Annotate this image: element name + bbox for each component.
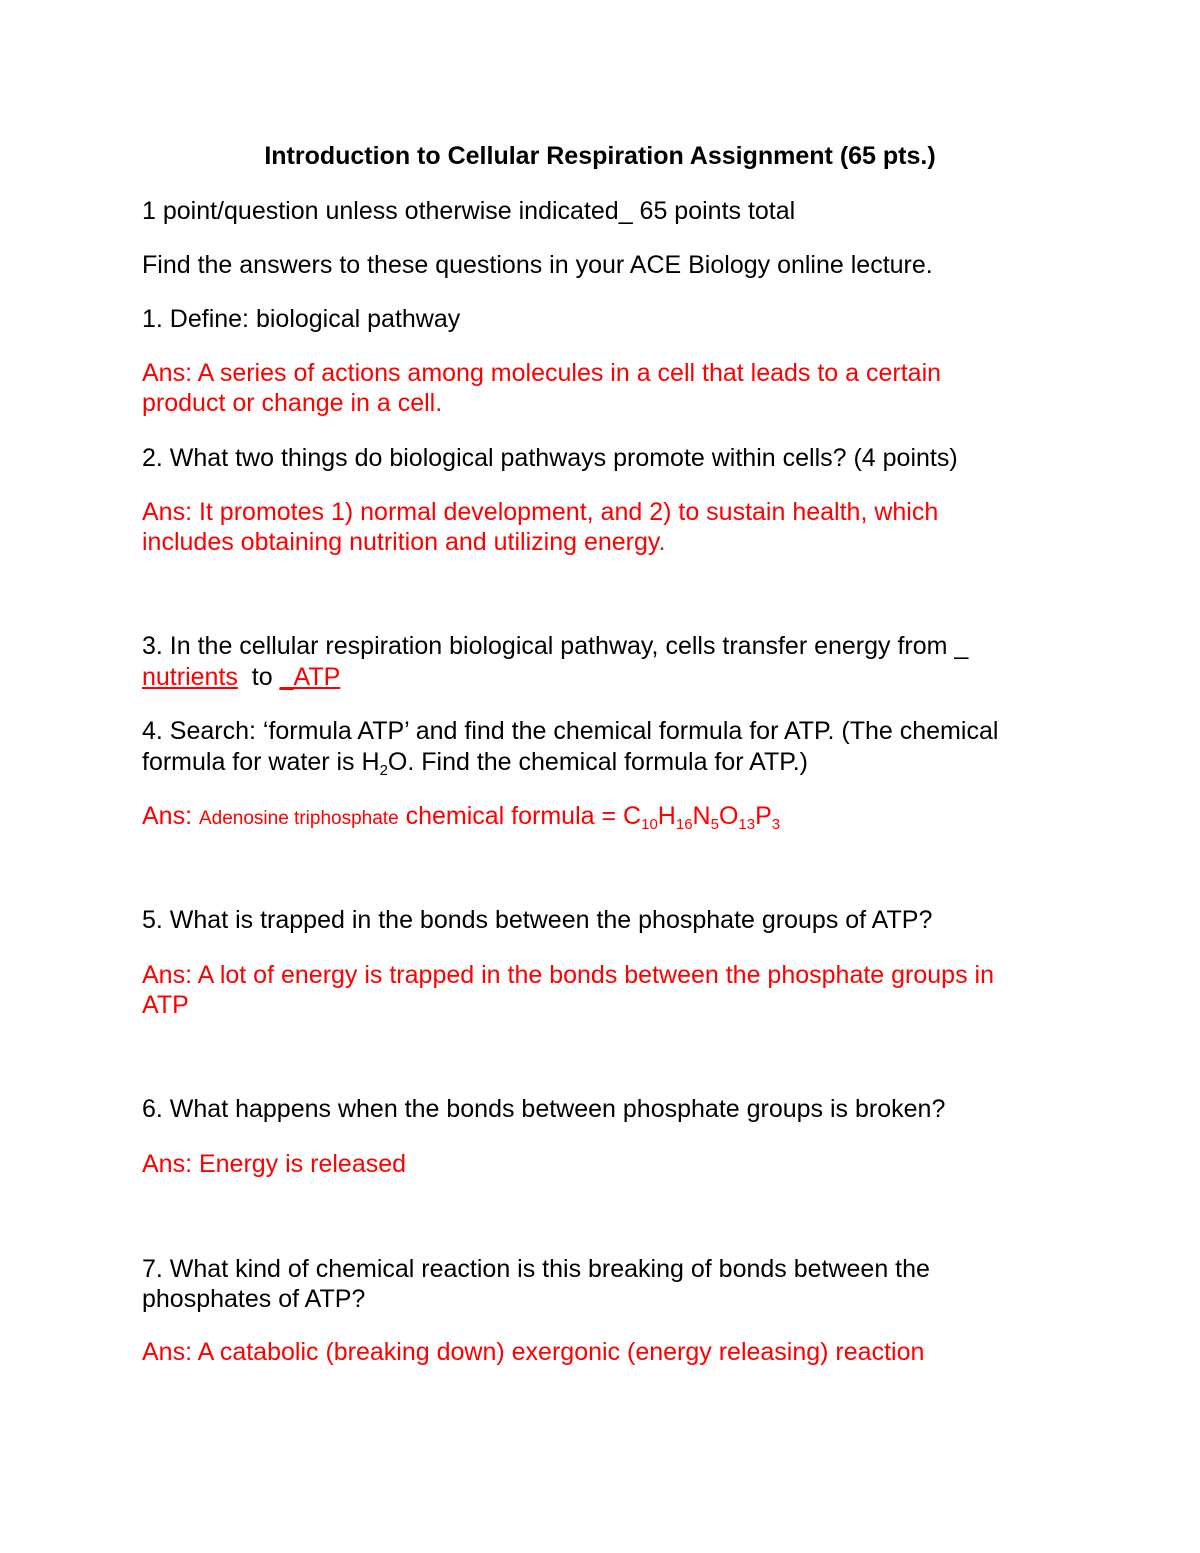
formula-subscript: 10 [641,816,658,833]
question-5: 5. What is trapped in the bonds between the phosphate groups of ATP? [142,906,933,934]
answer-2-line-1: Ans: It promotes 1) normal development, and 2) to sustain health, which [142,498,939,526]
question-3-line-2 [142,662,340,692]
question-4-line-2-post: O. Find the chemical formula for ATP.) [387,748,808,776]
formula-subscript: 13 [738,816,756,833]
formula-element: P [755,802,772,830]
answer-4-formula-label: chemical formula = [405,802,624,830]
answer-6: Ans: Energy is released [142,1150,407,1178]
answer-4 [142,801,780,834]
question-4-line-2 [142,747,808,777]
formula-element: H [657,802,676,830]
answer-3-blank-1: nutrients [142,663,238,691]
question-7-line-1: 7. What kind of chemical reaction is this breaking of bonds between the [142,1255,930,1283]
question-1: 1. Define: biological pathway [142,305,461,333]
answer-4-prefix: Ans: [142,802,193,830]
answer-5-line-2: ATP [142,991,189,1019]
formula-element: O [718,802,739,830]
atp-formula [623,802,781,833]
question-7-line-2: phosphates of ATP? [142,1285,366,1313]
question-6: 6. What happens when the bonds between phosphate groups is broken? [142,1095,946,1123]
answer-4-name: Adenosine triphosphate [198,808,399,829]
answer-5-line-1: Ans: A lot of energy is trapped in the bonds between the phosphate groups in [142,961,994,989]
question-3-to-word: to [251,663,273,691]
answer-1-line-1: Ans: A series of actions among molecules in a cell that leads to a certain [142,359,942,387]
question-4-line-2-pre: formula for water is H [142,748,380,776]
water-subscript: 2 [379,762,388,779]
formula-element: N [692,802,711,830]
answer-3-blank-2: _ATP [279,663,341,691]
instructions: Find the answers to these questions in your ACE Biology online lecture. [142,251,933,279]
points-note: 1 point/question unless otherwise indicated_ 65 points total [142,197,796,225]
document-title: Introduction to Cellular Respiration Assignment (65 pts.) [264,142,936,170]
answer-2-line-2: includes obtaining nutrition and utilizing energy. [142,528,666,556]
question-4-line-1: 4. Search: ‘formula ATP’ and find the chemical formula for ATP. (The chemical [142,717,999,745]
answer-1-line-2: product or change in a cell. [142,389,443,417]
question-3-line-1: 3. In the cellular respiration biological pathway, cells transfer energy from _ [142,632,969,660]
formula-subscript: 5 [710,816,719,833]
question-2: 2. What two things do biological pathways promote within cells? (4 points) [142,444,958,472]
answer-7: Ans: A catabolic (breaking down) exergonic (energy releasing) reaction [142,1338,925,1366]
formula-subscript: 3 [771,816,781,833]
formula-element: C [623,802,642,830]
formula-subscript: 16 [675,816,693,833]
